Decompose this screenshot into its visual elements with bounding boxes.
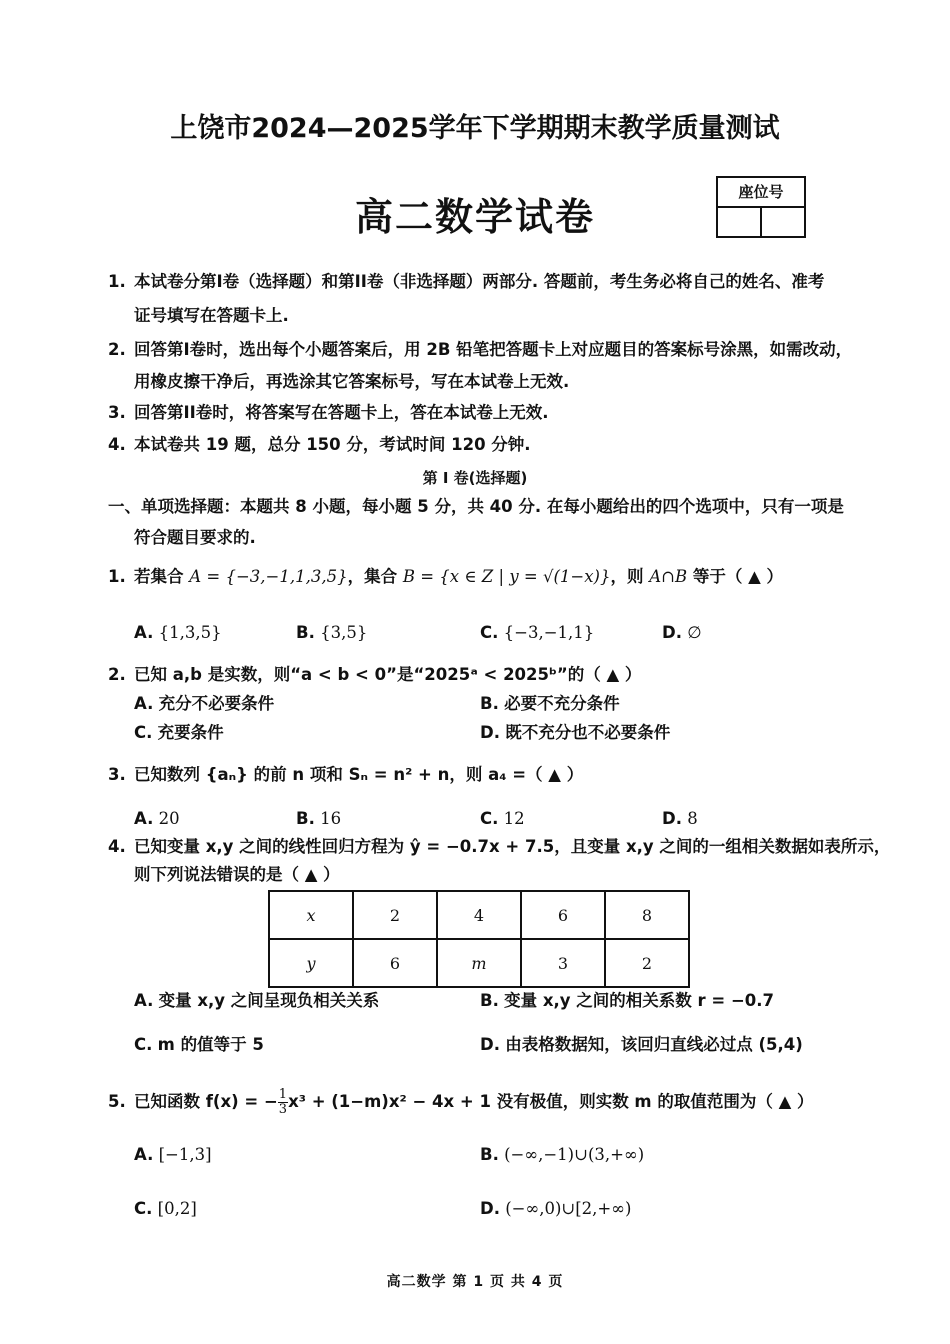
section-title: 第 I 卷(选择题)	[422, 469, 528, 487]
question-text: 已知数列 {aₙ} 的前 n 项和 Sₙ = n² + n，则 a₄ =（ ▲ ）	[134, 765, 584, 784]
option-text: 充要条件	[157, 723, 224, 742]
question-text: x³ + (1−m)x² − 4x + 1 没有极值，则实数 m 的取值范围为（ ▲ ）	[288, 1092, 814, 1111]
question-3-option-a	[134, 808, 180, 830]
seat-number-box	[716, 176, 806, 238]
option-label: D.	[480, 723, 500, 742]
instruction-1	[108, 271, 824, 293]
option-label: C.	[134, 723, 153, 742]
fraction-denominator: 3	[278, 1102, 288, 1117]
table-cell	[269, 891, 353, 939]
question-1-option-b	[296, 622, 367, 644]
table-cell	[269, 939, 353, 987]
option-text: 16	[320, 809, 342, 828]
question-1-stem	[108, 566, 783, 588]
table-cell: 2	[353, 891, 437, 939]
table-cell: 3	[521, 939, 605, 987]
option-label: A.	[134, 623, 154, 642]
option-text: 变量 x,y 之间的相关系数 r = −0.7	[504, 991, 775, 1010]
instruction-text: 回答第II卷时，将答案写在答题卡上，答在本试卷上无效.	[134, 403, 549, 422]
table-cell: 8	[605, 891, 689, 939]
table-cell: 4	[437, 891, 521, 939]
instruction-2-continued: 用橡皮擦干净后，再选涂其它答案标号，写在本试卷上无效.	[134, 372, 570, 391]
question-5-option-a	[134, 1144, 212, 1166]
option-text: [0,2]	[157, 1199, 197, 1218]
question-4-option-c	[134, 1034, 264, 1056]
question-number: 2.	[108, 665, 126, 684]
exam-subtitle: 高二数学试卷	[354, 194, 595, 239]
question-4-option-b	[480, 990, 774, 1012]
question-1-option-c	[480, 622, 594, 644]
option-label: C.	[480, 809, 499, 828]
option-label: A.	[134, 1145, 154, 1164]
instruction-number: 2.	[108, 340, 126, 359]
option-text: (−∞,−1)∪(3,+∞)	[504, 1145, 645, 1164]
seat-number-cell	[718, 208, 760, 236]
instruction-text: 本试卷共 19 题，总分 150 分，考试时间 120 分钟.	[134, 435, 531, 454]
question-text: 已知变量 x,y 之间的线性回归方程为 ŷ = −0.7x + 7.5，且变量 x,y 之间的一组相关数据如表所示，	[134, 837, 891, 856]
option-label: B.	[480, 1145, 499, 1164]
instruction-4	[108, 434, 531, 456]
question-3-option-b	[296, 808, 341, 830]
option-label: A.	[134, 809, 154, 828]
option-label: D.	[480, 1199, 500, 1218]
option-label: A.	[134, 694, 154, 713]
instruction-2	[108, 339, 852, 361]
option-label: C.	[134, 1035, 153, 1054]
cell-value: m	[471, 953, 487, 973]
math-expression: A = {−3,−1,1,3,5}	[189, 567, 348, 586]
option-text: 20	[158, 809, 180, 828]
question-text: 已知 a,b 是实数，则“a < b < 0”是“2025ᵃ < 2025ᵇ”的（ ▲ ）	[134, 665, 642, 684]
question-2-option-c	[134, 722, 224, 744]
question-text: ，则	[610, 567, 650, 586]
question-1-option-a	[134, 622, 222, 644]
math-expression: A∩B	[649, 567, 688, 586]
table-cell: 6	[353, 939, 437, 987]
cell-value: x	[306, 905, 316, 925]
option-text: ∅	[687, 623, 702, 642]
question-2-stem	[108, 664, 641, 686]
table-cell: 2	[605, 939, 689, 987]
question-4-stem-continued: 则下列说法错误的是（ ▲ ）	[134, 865, 340, 884]
instruction-text: 回答第I卷时，选出每个小题答案后，用 2B 铅笔把答题卡上对应题目的答案标号涂黑，如需改动，	[134, 340, 853, 359]
question-5-option-c	[134, 1198, 197, 1220]
question-2-option-b	[480, 693, 620, 715]
instruction-number: 1.	[108, 272, 126, 291]
question-3-stem	[108, 764, 583, 786]
question-number: 4.	[108, 837, 126, 856]
option-text: 由表格数据知，该回归直线必过点 (5,4)	[505, 1035, 803, 1054]
option-text: {−3,−1,1}	[503, 623, 595, 642]
section-heading: 一、单项选择题：本题共 8 小题，每小题 5 分，共 40 分. 在每小题给出的四个选项中，只有一项是	[108, 497, 844, 516]
option-text: {3,5}	[320, 623, 368, 642]
table-row	[269, 939, 689, 987]
option-label: C.	[134, 1199, 153, 1218]
page-footer: 高二数学 第 1 页 共 4 页	[386, 1274, 564, 1290]
question-number: 5.	[108, 1092, 126, 1111]
option-label: B.	[296, 809, 315, 828]
question-4-option-d	[480, 1034, 803, 1056]
question-2-option-a	[134, 693, 274, 715]
option-label: B.	[480, 991, 499, 1010]
option-label: C.	[480, 623, 499, 642]
instruction-text: 本试卷分第I卷（选择题）和第II卷（非选择题）两部分. 答题前，考生务必将自己的姓名、准考	[134, 272, 825, 291]
question-number: 3.	[108, 765, 126, 784]
option-label: A.	[134, 991, 154, 1010]
question-text: 若集合	[134, 567, 190, 586]
option-text: 充分不必要条件	[158, 694, 275, 713]
math-expression: B = {x ∈ Z | y = √(1−x)}	[402, 567, 611, 586]
question-5-option-b	[480, 1144, 644, 1166]
instruction-number: 4.	[108, 435, 126, 454]
question-text: 等于（ ▲ ）	[687, 567, 784, 586]
section-heading-continued: 符合题目要求的.	[134, 528, 256, 547]
option-text: 必要不充分条件	[504, 694, 620, 713]
option-label: D.	[662, 623, 682, 642]
question-2-option-d	[480, 722, 670, 744]
question-4-stem	[108, 836, 890, 858]
question-text: ，集合	[347, 567, 403, 586]
option-label: B.	[296, 623, 315, 642]
question-5-stem	[108, 1088, 814, 1117]
seat-number-cell	[760, 208, 804, 236]
question-4-option-a	[134, 990, 379, 1012]
option-text: 12	[503, 809, 525, 828]
option-text: {1,3,5}	[158, 623, 222, 642]
seat-number-label: 座位号	[718, 178, 804, 208]
question-3-option-d	[662, 808, 698, 830]
data-table	[268, 890, 690, 988]
fraction	[278, 1088, 288, 1117]
table-cell	[437, 939, 521, 987]
question-5-option-d	[480, 1198, 631, 1220]
question-1-option-d	[662, 622, 702, 644]
option-text: m 的值等于 5	[157, 1035, 264, 1054]
instruction-number: 3.	[108, 403, 126, 422]
option-label: D.	[662, 809, 682, 828]
instruction-1-continued: 证号填写在答题卡上.	[134, 306, 289, 325]
exam-title: 上饶市2024—2025学年下学期期末教学质量测试	[170, 113, 780, 144]
option-text: 既不充分也不必要条件	[505, 723, 671, 742]
table-row	[269, 891, 689, 939]
cell-value: y	[306, 953, 316, 973]
question-text: 已知函数 f(x) = −	[134, 1092, 278, 1111]
option-label: D.	[480, 1035, 500, 1054]
option-text: 变量 x,y 之间呈现负相关关系	[158, 991, 380, 1010]
option-text: [−1,3]	[158, 1145, 212, 1164]
instruction-3	[108, 402, 549, 424]
option-text: (−∞,0)∪[2,+∞)	[505, 1199, 632, 1218]
table-cell: 6	[521, 891, 605, 939]
option-text: 8	[687, 809, 698, 828]
option-label: B.	[480, 694, 499, 713]
question-number: 1.	[108, 567, 126, 586]
question-3-option-c	[480, 808, 525, 830]
fraction-numerator: 1	[278, 1087, 288, 1102]
